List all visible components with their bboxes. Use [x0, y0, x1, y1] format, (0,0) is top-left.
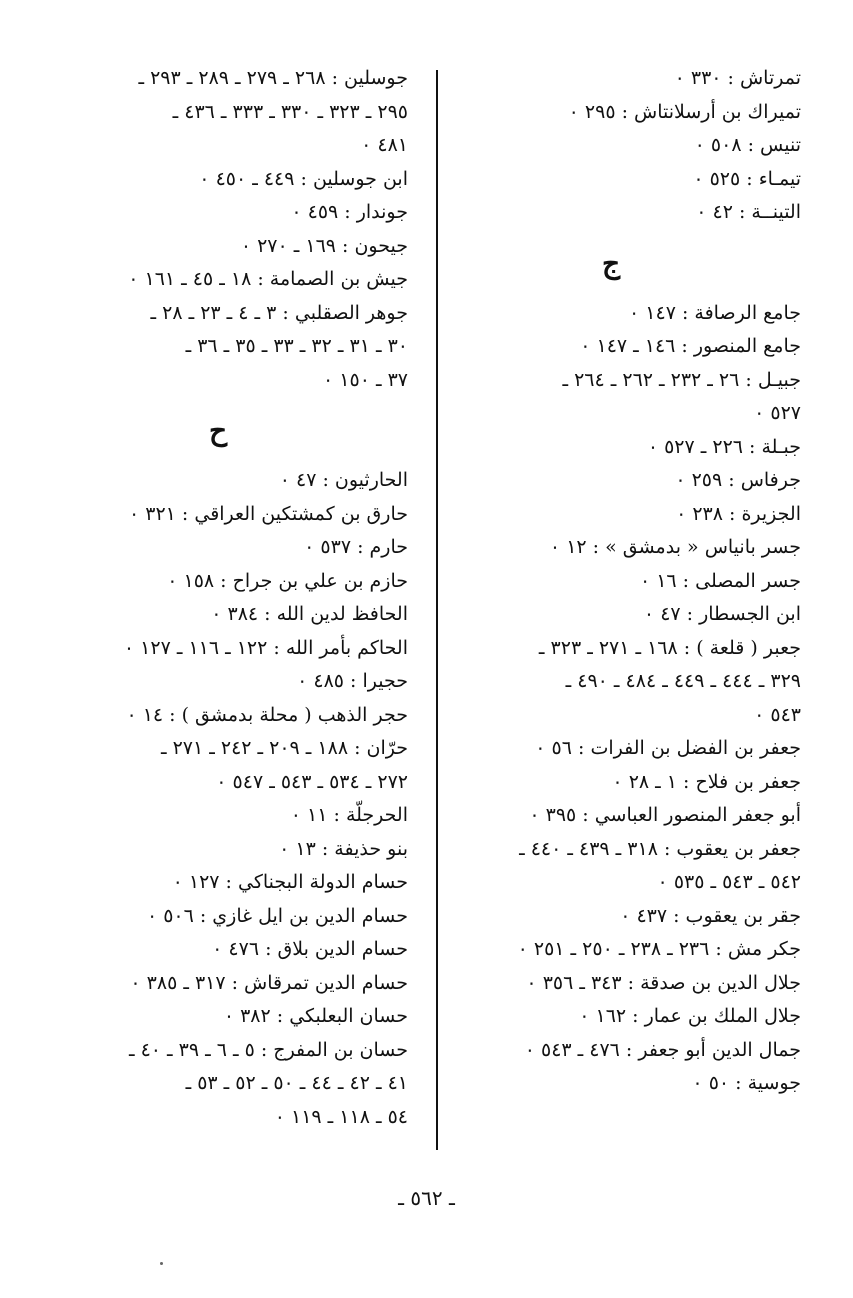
index-entry: جبيـل : ٢٦ ـ ٢٣٢ ـ ٢٦٢ ـ ٢٦٤ ـ — [562, 368, 801, 391]
index-entry: تيمـاء : ٥٢٥ ٠ — [693, 167, 801, 190]
index-entry: جامع الرصافة : ١٤٧ ٠ — [629, 301, 801, 324]
index-entry: حارق بن كمشتكين العراقي : ٣٢١ ٠ — [128, 502, 408, 525]
index-entry: تمرتاش : ٣٣٠ ٠ — [674, 67, 801, 89]
index-entry: جيش بن الصمامة : ١٨ ـ ٤٥ ـ ١٦١ ٠ — [128, 268, 408, 290]
index-entry: أبو جعفر المنصور العباسي : ٣٩٥ ٠ — [529, 804, 801, 826]
index-entry: الحاكم بأمر الله : ١٢٢ ـ ١١٦ ـ ١٢٧ ٠ — [123, 636, 408, 659]
index-entry: جقر بن يعقوب : ٤٣٧ ٠ — [620, 904, 801, 927]
index-entry: الحرجلّة : ١١ ٠ — [290, 804, 408, 826]
index-entry: حجيرا : ٤٨٥ ٠ — [297, 670, 408, 692]
index-entry: حسام الدين تمرقاش : ٣١٧ ـ ٣٨٥ ٠ — [130, 971, 408, 994]
index-entry: الجزيرة : ٢٣٨ ٠ — [676, 502, 801, 525]
index-entry-continuation: ٣٢٩ ـ ٤٤٤ ـ ٤٤٩ ـ ٤٨٤ ـ ٤٩٠ ـ — [565, 670, 801, 692]
index-entry: حازم بن علي بن جراح : ١٥٨ ٠ — [167, 569, 408, 592]
index-entry: التينــة : ٤٢ ٠ — [696, 201, 801, 223]
page-number: ـ ٥٦٢ ـ — [398, 1186, 455, 1210]
index-entry-continuation: ٥٤ ـ ١١٨ ـ ١١٩ ٠ — [274, 1105, 408, 1128]
index-entry: جوسلين : ٢٦٨ ـ ٢٧٩ ـ ٢٨٩ ـ ٢٩٣ ـ — [138, 67, 408, 89]
index-entry-continuation: ٤٨١ ٠ — [361, 134, 408, 156]
index-entry: جعبر ( قلعة ) : ١٦٨ ـ ٢٧١ ـ ٣٢٣ ـ — [538, 636, 801, 659]
index-entry: حارم : ٥٣٧ ٠ — [304, 536, 408, 558]
index-entry: جسر المصلى : ١٦ ٠ — [639, 569, 801, 592]
index-entry: جوهر الصقلبي : ٣ ـ ٤ ـ ٢٣ ـ ٢٨ ـ — [150, 301, 408, 324]
index-entry: ابن جوسلين : ٤٤٩ ـ ٤٥٠ ٠ — [199, 167, 408, 190]
index-entry: حسام الدين بلاق : ٤٧٦ ٠ — [212, 938, 408, 960]
index-entry-continuation: ٢٩٥ ـ ٣٢٣ ـ ٣٣٠ ـ ٣٣٣ ـ ٤٣٦ ـ — [172, 100, 408, 123]
left-column — [28, 62, 408, 1134]
scan-speck — [160, 1262, 163, 1265]
index-entry: بنو حذيفة : ١٣ ٠ — [279, 837, 408, 860]
index-entry: تميراك بن أرسلانتاش : ٢٩٥ ٠ — [568, 100, 801, 123]
index-entry-continuation: ٥٢٧ ٠ — [754, 402, 801, 424]
index-entry: جكر مش : ٢٣٦ ـ ٢٣٨ ـ ٢٥٠ ـ ٢٥١ ٠ — [517, 938, 801, 960]
right-column — [421, 62, 801, 1101]
index-entry: جمال الدين أبو جعفر : ٤٧٦ ـ ٥٤٣ ٠ — [524, 1038, 801, 1061]
index-entry: جلال الملك بن عمار : ١٦٢ ٠ — [579, 1005, 801, 1027]
index-entry-continuation: ٣٧ ـ ١٥٠ ٠ — [323, 368, 408, 391]
index-entry: حسام الدولة البجناكي : ١٢٧ ٠ — [172, 871, 408, 893]
index-entry-continuation: ٥٤٢ ـ ٥٤٣ ـ ٥٣٥ ٠ — [657, 871, 801, 893]
index-entry: حسام الدين بن ايل غازي : ٥٠٦ ٠ — [146, 904, 408, 927]
section-letter-ha: ح — [208, 414, 228, 447]
index-entry: جبـلة : ٢٢٦ ـ ٥٢٧ ٠ — [647, 435, 801, 458]
index-entry: ابن الجسطار : ٤٧ ٠ — [643, 603, 801, 625]
index-entry: حسان البعلبكي : ٣٨٢ ٠ — [223, 1005, 408, 1027]
index-entry: حرّان : ١٨٨ ـ ٢٠٩ ـ ٢٤٢ ـ ٢٧١ ـ — [160, 737, 408, 759]
section-letter-jim: ج — [601, 246, 621, 280]
index-entry: الحافظ لدين الله : ٣٨٤ ٠ — [211, 603, 408, 625]
index-entry: جعفر بن الفضل بن الفرات : ٥٦ ٠ — [535, 737, 801, 759]
index-entry: جعفر بن فلاح : ١ ـ ٢٨ ٠ — [612, 770, 801, 793]
index-entry: تنيس : ٥٠٨ ٠ — [694, 134, 801, 156]
index-entry: حجر الذهب ( محلة بدمشق ) : ١٤ ٠ — [126, 703, 408, 726]
index-entry: جامع المنصور : ١٤٦ ـ ١٤٧ ٠ — [580, 335, 801, 357]
index-entry: جيحون : ١٦٩ ـ ٢٧٠ ٠ — [240, 234, 408, 257]
index-entry: جوندار : ٤٥٩ ٠ — [291, 201, 408, 223]
index-entry: جسر بانياس « بدمشق » : ١٢ ٠ — [549, 536, 801, 558]
index-entry: جعفر بن يعقوب : ٣١٨ ـ ٤٣٩ ـ ٤٤٠ ـ — [519, 837, 801, 860]
column-divider — [436, 70, 438, 1150]
index-entry-continuation: ٣٠ ـ ٣١ ـ ٣٢ ـ ٣٣ ـ ٣٥ ـ ٣٦ ـ — [185, 335, 408, 357]
index-entry: الحارثيون : ٤٧ ٠ — [279, 469, 408, 491]
index-entry: جلال الدين بن صدقة : ٣٤٣ ـ ٣٥٦ ٠ — [526, 971, 801, 994]
index-entry-continuation: ٥٤٣ ٠ — [754, 703, 801, 726]
index-entry: جرفاس : ٢٥٩ ٠ — [675, 469, 801, 491]
index-entry-continuation: ٢٧٢ ـ ٥٣٤ ـ ٥٤٣ ـ ٥٤٧ ٠ — [216, 770, 408, 793]
index-entry: جوسية : ٥٠ ٠ — [692, 1072, 801, 1094]
index-entry: حسان بن المفرج : ٥ ـ ٦ ـ ٣٩ ـ ٤٠ ـ — [128, 1038, 408, 1061]
index-entry-continuation: ٤١ ـ ٤٢ ـ ٤٤ ـ ٥٠ ـ ٥٢ ـ ٥٣ ـ — [185, 1072, 408, 1094]
